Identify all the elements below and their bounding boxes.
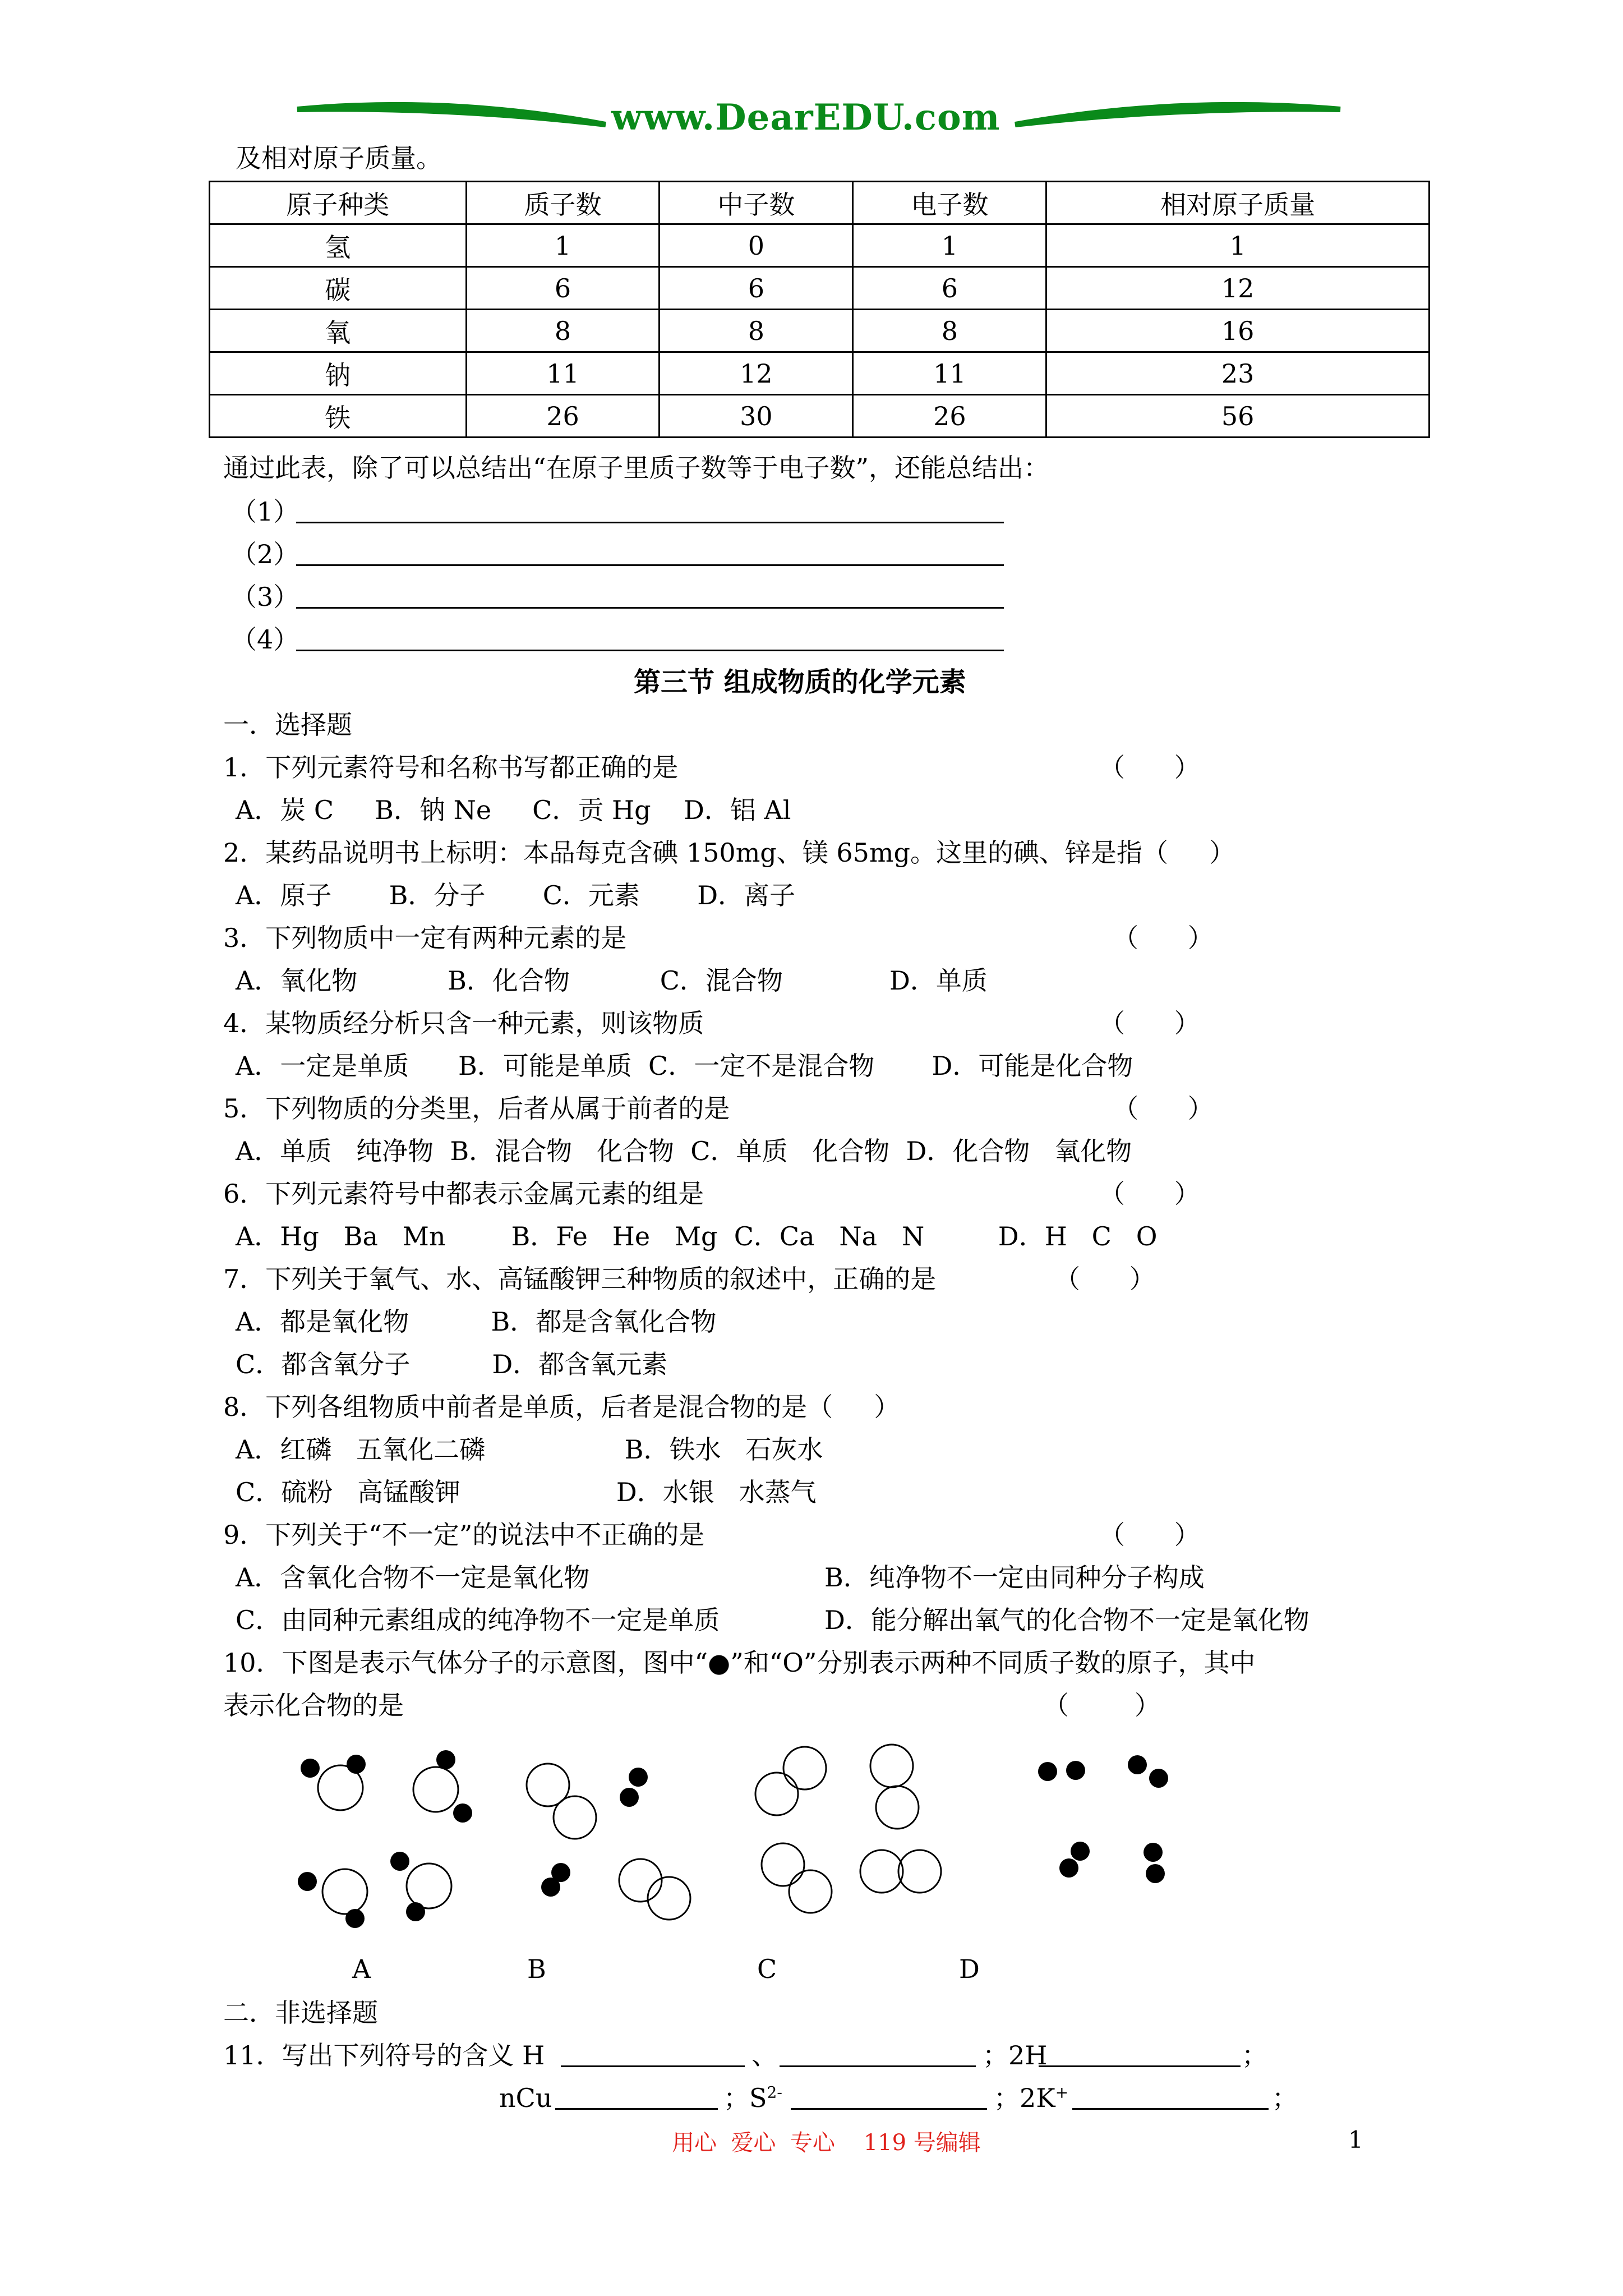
table-cell: 30 <box>660 395 853 438</box>
table-cell: 1 <box>1046 224 1430 267</box>
table-cell: 6 <box>466 267 660 310</box>
question-options: D．能分解出氧气的化合物不一定是氧化物 <box>824 1605 1310 1635</box>
question-options: C．由同种元素组成的纯净物不一定是单质 <box>236 1605 720 1635</box>
table-cell: 6 <box>660 267 853 310</box>
table-cell: 氧 <box>210 310 467 352</box>
answer-bracket: （ ） <box>1099 752 1200 783</box>
separator-text: ； <box>1242 2040 1267 2070</box>
answer-blank[interactable] <box>780 2065 976 2067</box>
separator-text: ；2H <box>983 2040 1048 2070</box>
figure-label-c: C <box>757 1954 777 1984</box>
question-10-line2: 表示化合物的是 <box>223 1690 404 1720</box>
table-cell: 8 <box>466 310 660 352</box>
table-cell: 铁 <box>210 395 467 438</box>
symbol-label: ；2K+ <box>994 2083 1069 2113</box>
table-cell: 1 <box>853 224 1046 267</box>
question-options: A．含氧化合物不一定是氧化物 <box>236 1562 590 1593</box>
table-cell: 26 <box>853 395 1046 438</box>
question-4: 4．某物质经分析只含一种元素，则该物质 <box>223 1008 704 1038</box>
table-cell: 钠 <box>210 352 467 395</box>
figure-label-b: B <box>527 1954 546 1984</box>
figure-label-a: A <box>352 1954 371 1984</box>
table-cell: 12 <box>660 352 853 395</box>
page-number: 1 <box>1348 2126 1363 2154</box>
symbol-label: ；$S^{2-}$ <box>723 2083 782 2113</box>
question-options: A．Hg Ba Mn B．Fe He Mg C．Ca Na N D．H C O <box>236 1221 1158 1251</box>
question-5: 5．下列物质的分类里，后者从属于前者的是 <box>223 1093 730 1124</box>
table-cell: 8 <box>853 310 1046 352</box>
question-options: B．纯净物不一定由同种分子构成 <box>824 1562 1205 1593</box>
answer-blank[interactable] <box>555 2108 718 2110</box>
separator-text: ； <box>1272 2083 1298 2113</box>
answer-bracket: （ ） <box>1099 1179 1200 1209</box>
table-cell: 11 <box>466 352 660 395</box>
col-header: 原子种类 <box>210 182 467 224</box>
question-options: C．硫粉 高锰酸钾 D．水银 水蒸气 <box>236 1477 817 1507</box>
question-options: A．炭 C B．钠 Ne C．贡 Hg D．铝 Al <box>236 795 791 825</box>
question-3: 3．下列物质中一定有两种元素的是 <box>223 923 627 953</box>
question-options: A．原子 B．分子 C．元素 D．离子 <box>236 880 796 910</box>
part-heading: 一．选择题 <box>223 710 352 740</box>
blank-label: （4） <box>231 624 299 655</box>
table-cell: 23 <box>1046 352 1430 395</box>
question-options: A．都是氧化物 B．都是含氧化合物 <box>236 1306 717 1337</box>
answer-bracket: （ ） <box>1043 1690 1160 1720</box>
answer-blank[interactable] <box>561 2065 745 2067</box>
intro-text: 及相对原子质量。 <box>236 143 442 173</box>
part-heading: 二．非选择题 <box>223 1998 378 2028</box>
question-11: 11．写出下列符号的含义 H <box>223 2040 545 2070</box>
blank-label: （3） <box>231 582 299 612</box>
question-7: 7．下列关于氧气、水、高锰酸钾三种物质的叙述中，正确的是 <box>223 1264 937 1294</box>
question-options: C．都含氧分子 D．都含氧元素 <box>236 1349 668 1379</box>
table-cell: 26 <box>466 395 660 438</box>
question-2: 2．某药品说明书上标明：本品每克含碘 150mg、镁 65mg。这里的碘、锌是指（ ） <box>223 838 1235 868</box>
question-options: A．单质 纯净物 B．混合物 化合物 C．单质 化合物 D．化合物 氧化物 <box>236 1136 1132 1166</box>
table-cell: 0 <box>660 224 853 267</box>
answer-bracket: （ ） <box>1113 923 1214 953</box>
footer-text: 用心 爱心 专心 119 号编辑 <box>672 2130 981 2156</box>
table-cell: 56 <box>1046 395 1430 438</box>
separator-text: 、 <box>751 2040 777 2070</box>
table-cell: 8 <box>660 310 853 352</box>
table-cell: 12 <box>1046 267 1430 310</box>
question-6: 6．下列元素符号中都表示金属元素的组是 <box>223 1179 704 1209</box>
figure-label-d: D <box>959 1954 980 1984</box>
col-header: 电子数 <box>853 182 1046 224</box>
answer-bracket: （ ） <box>1099 1008 1200 1038</box>
answer-blank[interactable] <box>791 2108 987 2110</box>
table-cell: 11 <box>853 352 1046 395</box>
answer-bracket: （ ） <box>1113 1093 1214 1124</box>
table-cell: 16 <box>1046 310 1430 352</box>
answer-bracket: （ ） <box>1054 1264 1155 1294</box>
col-header: 质子数 <box>466 182 660 224</box>
question-options: A．一定是单质 B．可能是单质 C．一定不是混合物 D．可能是化合物 <box>236 1051 1133 1081</box>
blank-label: （1） <box>231 496 299 527</box>
answer-bracket: （ ） <box>1099 1520 1200 1550</box>
table-cell: 氢 <box>210 224 467 267</box>
symbol-label: nCu <box>499 2083 552 2113</box>
table-cell: 碳 <box>210 267 467 310</box>
question-8: 8．下列各组物质中前者是单质，后者是混合物的是（ ） <box>223 1392 900 1422</box>
answer-blank[interactable] <box>1039 2065 1241 2067</box>
blank-label: （2） <box>231 539 299 569</box>
col-header: 相对原子质量 <box>1046 182 1430 224</box>
answer-blank[interactable] <box>1072 2108 1269 2110</box>
summary-text: 通过此表，除了可以总结出“在原子里质子数等于电子数”，还能总结出： <box>223 453 1050 483</box>
site-logo-text: www.DearEDU.com <box>611 96 1000 139</box>
question-1: 1．下列元素符号和名称书写都正确的是 <box>223 752 679 783</box>
question-10: 10．下图是表示气体分子的示意图，图中“●”和“O”分别表示两种不同质子数的原子，其中 <box>223 1648 1256 1678</box>
table-cell: 1 <box>466 224 660 267</box>
question-9: 9．下列关于“不一定”的说法中不正确的是 <box>223 1520 705 1550</box>
table-cell: 6 <box>853 267 1046 310</box>
question-options: A．氧化物 B．化合物 C．混合物 D．单质 <box>236 965 988 996</box>
col-header: 中子数 <box>660 182 853 224</box>
section-title: 第三节 组成物质的化学元素 <box>634 666 966 698</box>
question-options: A．红磷 五氧化二磷 B．铁水 石灰水 <box>236 1434 823 1465</box>
